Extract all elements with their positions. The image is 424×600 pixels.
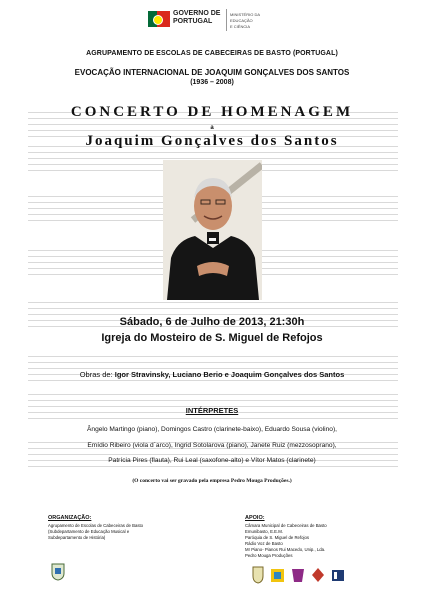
support-line: Câmara Municipal de Cabeceiras de Basto [245,523,327,528]
support-line: Pedro Mouga Produções [245,553,293,558]
works-composers: Igor Stravinsky, Luciano Berio e Joaquim Gonçalves dos Santos [114,370,345,379]
concert-title: CONCERTO DE HOMENAGEM [70,104,354,120]
title-connector: a [210,125,214,131]
radio-logo-icon [312,568,324,582]
performers-list [0,422,424,469]
support-line: Mr Piano- Pianos Rui Macedo, Unip., Lda. [245,547,326,552]
works-label: Obras de: [79,370,113,379]
parish-logo-icon [292,569,304,582]
government-logo [148,6,278,36]
performers-line: Emídio Ribeiro (viola d`arco), Ingrid Sotolarova (piano), Janete Ruiz (mezzosoprano), [87,441,337,449]
support-line: Paróquia de S. Miguel de Refojos [245,535,310,540]
school-badge-icon [51,563,65,581]
portrait-photo [163,160,262,300]
sponsor-logos [247,566,397,584]
organization-line: Subdepartamento de História) [48,535,106,540]
recording-note: (O concerto vai ser gravado pela empresa Pedro Mouga Produções.) [132,478,292,484]
event-venue: Igreja do Mosteiro de S. Miguel de Refojos [101,332,323,344]
agrupamento-line: AGRUPAMENTO DE ESCOLAS DE CABECEIRAS DE BASTO (PORTUGAL) [86,50,338,57]
emunibasto-logo-icon [271,569,284,582]
piano-logo-icon [332,570,344,581]
support-line: Rádio Voz de Basto [245,541,283,546]
ministry-text: MINISTÉRIO DA EDUCAÇÃO E CIÊNCIA [230,12,260,29]
works-line [0,370,424,379]
organization-heading: ORGANIZAÇÃO: [48,515,92,521]
honoree-name: Joaquim Gonçalves dos Santos [85,133,339,149]
support-block [245,515,395,559]
support-line: Emunibasto, E.E.M. [245,529,283,534]
municipality-crest-icon [253,567,263,583]
years-line: (1936 – 2008) [190,79,234,86]
logo-text: GOVERNO DE PORTUGAL [173,10,221,25]
portugal-flag-icon [148,11,170,27]
organization-line: (Subdepartamento de Educação Musical e [48,529,130,534]
event-datetime: Sábado, 6 de Julho de 2013, 21:30h [119,316,305,328]
organization-line: Agrupamento de Escolas de Cabeceiras de Basto [48,523,144,528]
performers-heading: INTÉRPRETES [185,406,239,415]
evocation-title: EVOCAÇÃO INTERNACIONAL DE JOAQUIM GONÇALVES DOS SANTOS [74,68,350,77]
support-heading: APOIO: [245,515,265,521]
performers-line: Ângelo Martingo (piano), Domingos Castro (clarinete-baixo), Eduardo Sousa (violino), [87,426,337,433]
performers-line: Patrícia Pires (flauta), Rui Leal (saxofone-alto) e Vítor Matos (clarinete) [108,457,316,464]
organization-block [48,515,208,541]
